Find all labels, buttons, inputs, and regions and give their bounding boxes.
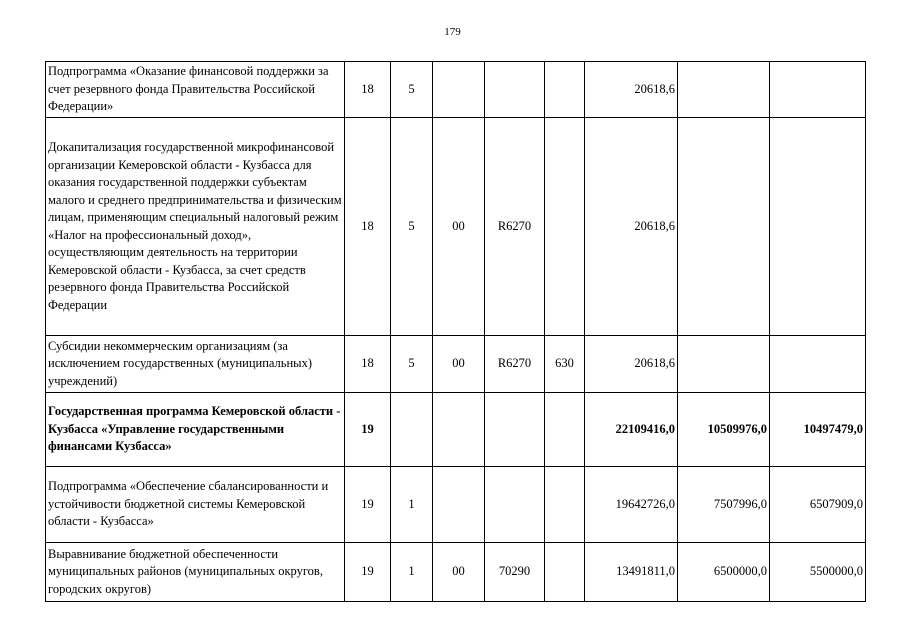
amount-year2-cell bbox=[678, 118, 770, 336]
subprogram-code-cell: 1 bbox=[391, 467, 433, 543]
expense-code-cell: 70290 bbox=[485, 543, 545, 602]
amount-year3-cell: 10497479,0 bbox=[770, 393, 866, 467]
direction-code-cell: 00 bbox=[433, 336, 485, 393]
subprogram-code-cell: 1 bbox=[391, 543, 433, 602]
subprogram-code-cell bbox=[391, 393, 433, 467]
amount-year1-cell: 22109416,0 bbox=[585, 393, 678, 467]
type-code-cell bbox=[545, 118, 585, 336]
amount-year1-cell: 19642726,0 bbox=[585, 467, 678, 543]
program-code-cell: 18 bbox=[345, 62, 391, 118]
program-code-cell: 19 bbox=[345, 467, 391, 543]
table-row bbox=[46, 393, 866, 467]
type-code-cell bbox=[545, 62, 585, 118]
type-code-cell bbox=[545, 467, 585, 543]
row-name-cell: Подпрограмма «Обеспечение сбалансированности и устойчивости бюджетной системы Кемеровской области - Кузбасса» bbox=[46, 467, 345, 543]
amount-year2-cell: 6500000,0 bbox=[678, 543, 770, 602]
row-name-cell: Государственная программа Кемеровской области - Кузбасса «Управление государственными финансами Кузбасса» bbox=[46, 393, 345, 467]
subprogram-code-cell: 5 bbox=[391, 62, 433, 118]
amount-year3-cell bbox=[770, 336, 866, 393]
amount-year1-cell: 20618,6 bbox=[585, 62, 678, 118]
program-code-cell: 18 bbox=[345, 336, 391, 393]
amount-year2-cell bbox=[678, 62, 770, 118]
direction-code-cell: 00 bbox=[433, 543, 485, 602]
type-code-cell bbox=[545, 543, 585, 602]
direction-code-cell bbox=[433, 467, 485, 543]
direction-code-cell bbox=[433, 62, 485, 118]
direction-code-cell: 00 bbox=[433, 118, 485, 336]
row-name-cell: Докапитализация государственной микрофинансовой организации Кемеровской области - Кузбасса для оказания государственной поддержки субъектам малого и среднего предпринимательства и физическим лицам, применяющим специальный налоговый режим «Налог на профессиональный доход», осуществляющим деятельность на территории Кемеровской области - Кузбасса, за счет средств резервного фонда Правительства Российской Федерации bbox=[46, 118, 345, 336]
amount-year2-cell bbox=[678, 336, 770, 393]
table-row bbox=[46, 62, 866, 118]
expense-code-cell bbox=[485, 62, 545, 118]
amount-year2-cell: 7507996,0 bbox=[678, 467, 770, 543]
program-code-cell: 18 bbox=[345, 118, 391, 336]
type-code-cell bbox=[545, 393, 585, 467]
subprogram-code-cell: 5 bbox=[391, 336, 433, 393]
expense-code-cell: R6270 bbox=[485, 118, 545, 336]
amount-year1-cell: 20618,6 bbox=[585, 118, 678, 336]
amount-year3-cell bbox=[770, 62, 866, 118]
amount-year1-cell: 20618,6 bbox=[585, 336, 678, 393]
program-code-cell: 19 bbox=[345, 393, 391, 467]
program-code-cell: 19 bbox=[345, 543, 391, 602]
amount-year1-cell: 13491811,0 bbox=[585, 543, 678, 602]
expense-code-cell bbox=[485, 467, 545, 543]
budget-table bbox=[45, 61, 866, 602]
page-number: 179 bbox=[444, 26, 461, 38]
type-code-cell: 630 bbox=[545, 336, 585, 393]
table-row bbox=[46, 467, 866, 543]
expense-code-cell: R6270 bbox=[485, 336, 545, 393]
table-row bbox=[46, 336, 866, 393]
table-row bbox=[46, 543, 866, 602]
row-name-cell: Подпрограмма «Оказание финансовой поддержки за счет резервного фонда Правительства Российской Федерации» bbox=[46, 62, 345, 118]
row-name-cell: Выравнивание бюджетной обеспеченности муниципальных районов (муниципальных округов, городских округов) bbox=[46, 543, 345, 602]
amount-year2-cell: 10509976,0 bbox=[678, 393, 770, 467]
amount-year3-cell bbox=[770, 118, 866, 336]
amount-year3-cell: 6507909,0 bbox=[770, 467, 866, 543]
table-row bbox=[46, 118, 866, 336]
direction-code-cell bbox=[433, 393, 485, 467]
expense-code-cell bbox=[485, 393, 545, 467]
row-name-cell: Субсидии некоммерческим организациям (за исключением государственных (муниципальных) учреждений) bbox=[46, 336, 345, 393]
amount-year3-cell: 5500000,0 bbox=[770, 543, 866, 602]
subprogram-code-cell: 5 bbox=[391, 118, 433, 336]
